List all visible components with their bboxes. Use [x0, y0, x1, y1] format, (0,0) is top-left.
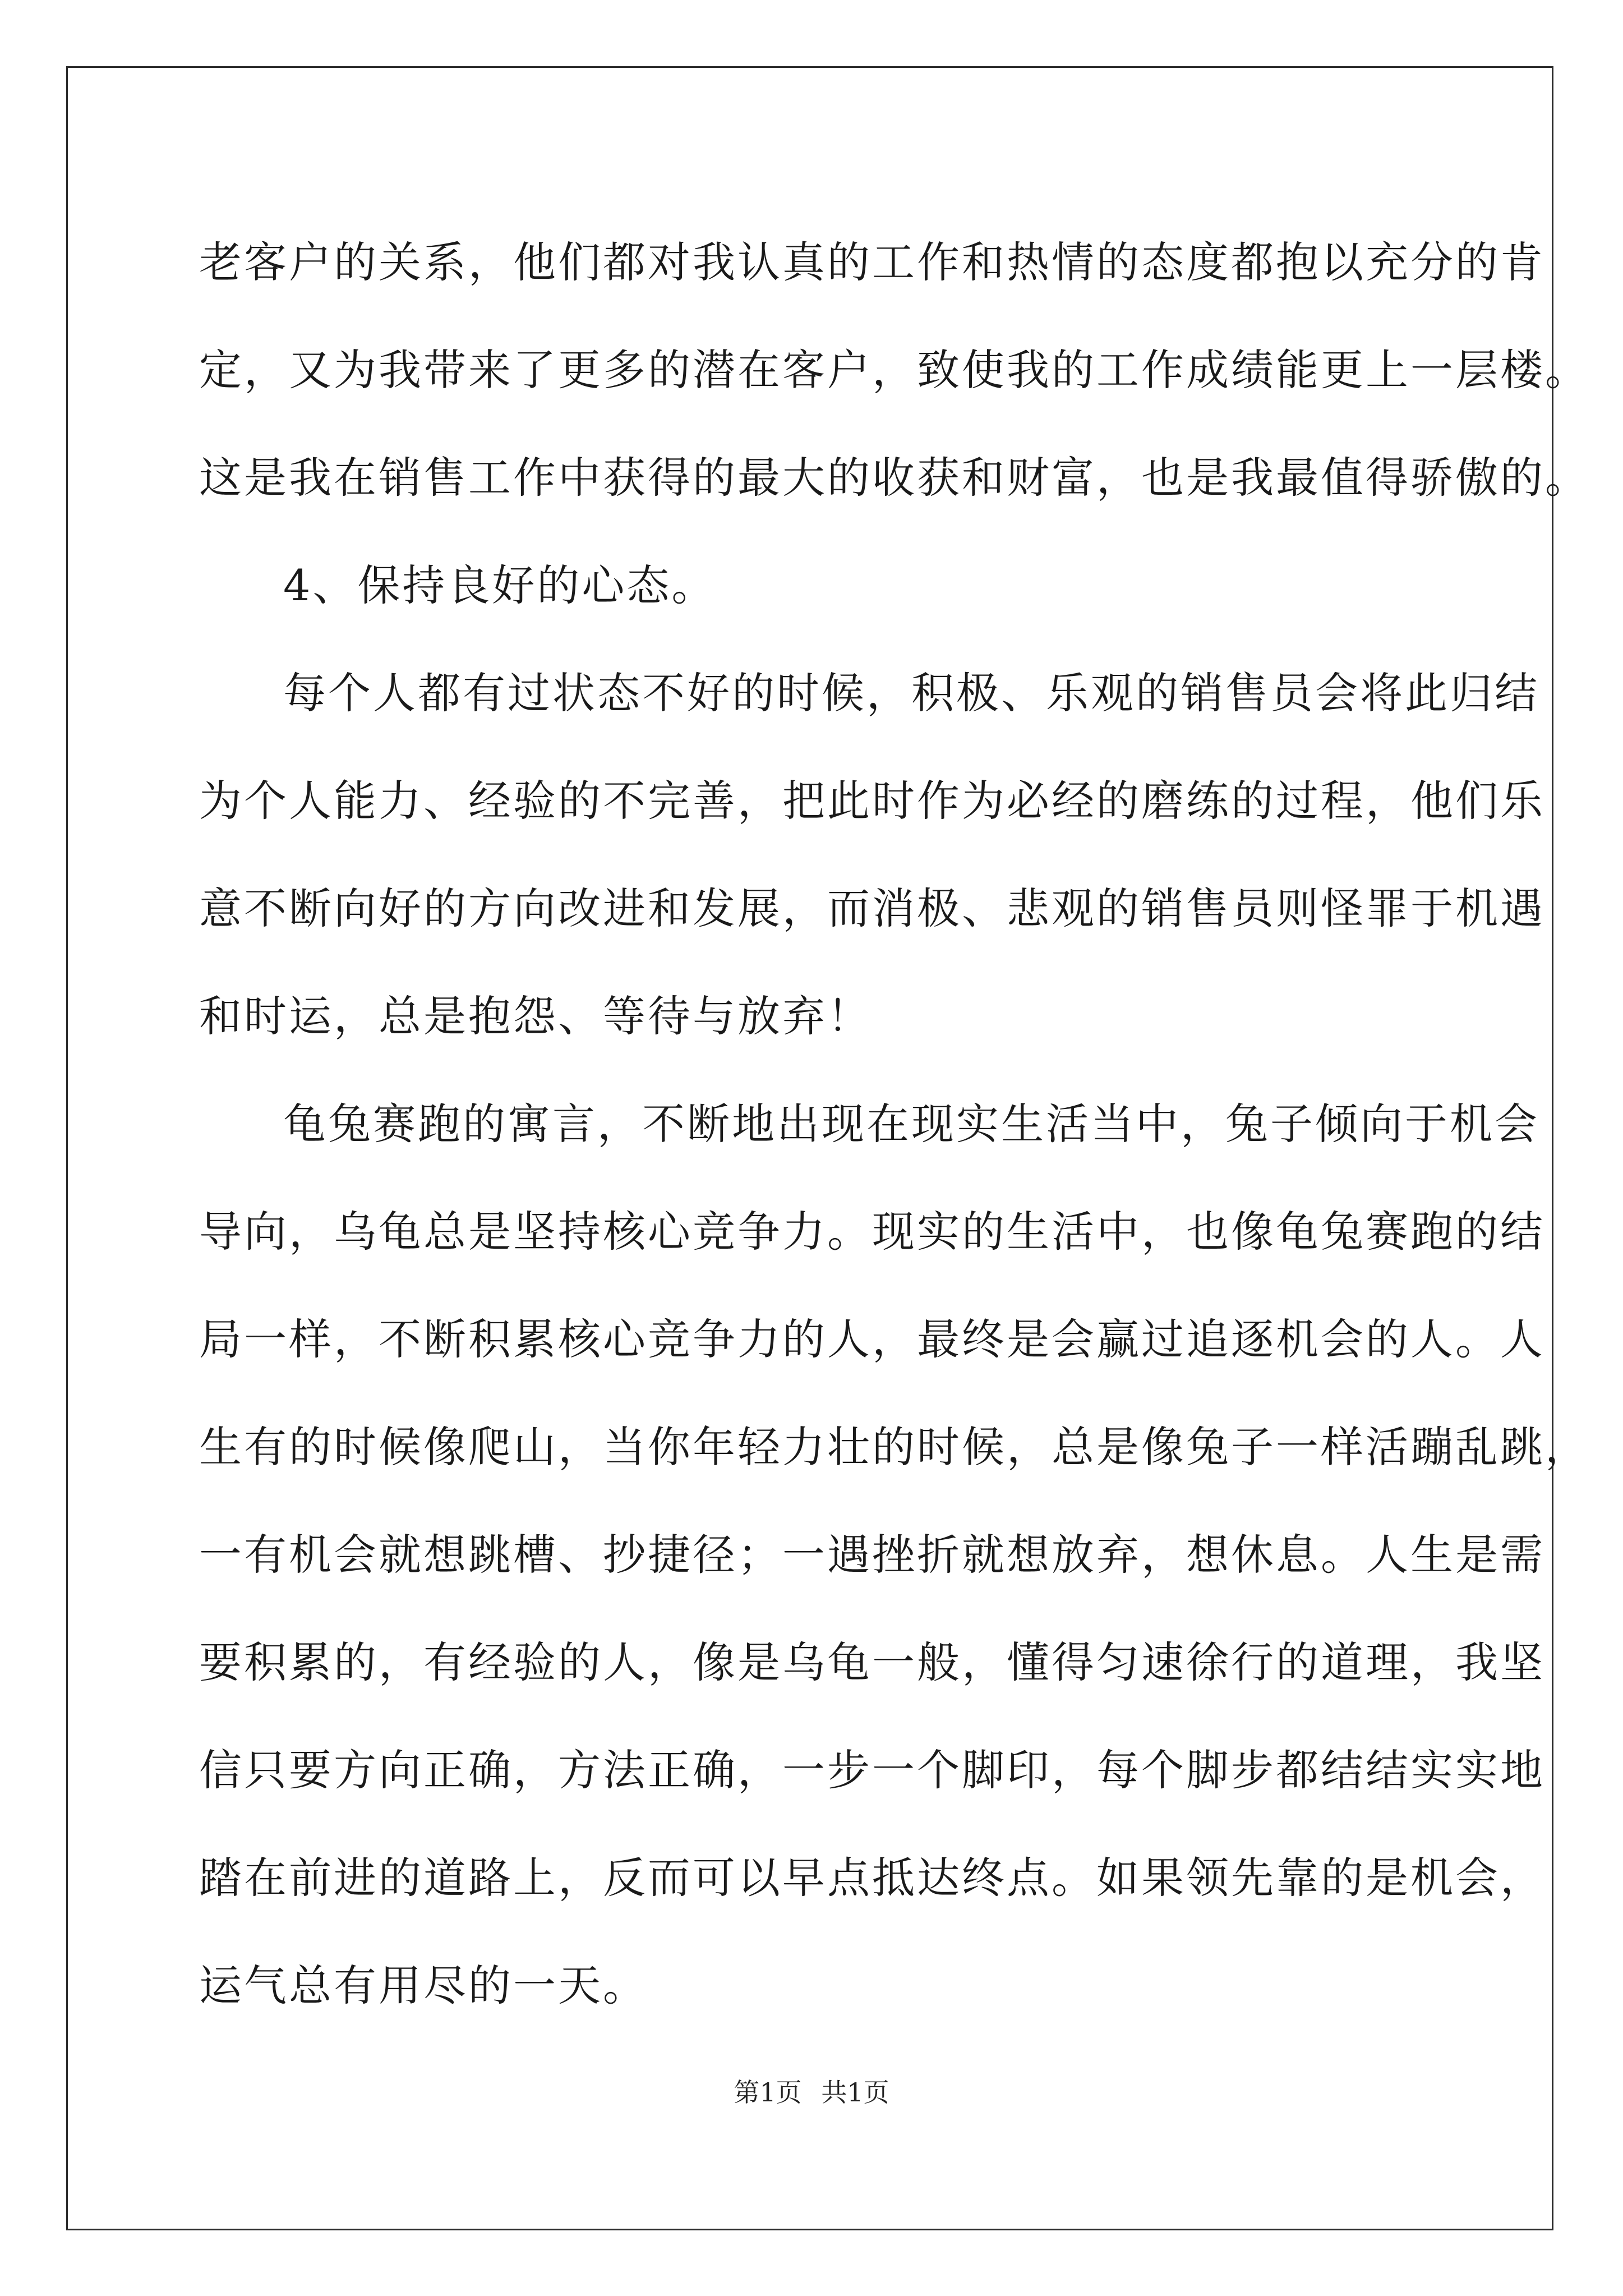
document-body — [199, 209, 1590, 2040]
section-heading: 4、保持良好的心态。 — [283, 560, 717, 610]
text-line: 这是我在销售工作中获得的最大的收获和财富，也是我最值得骄傲的。 — [199, 453, 1590, 503]
page-footer — [0, 2076, 1623, 2109]
page-total: 共1页 — [821, 2077, 889, 2108]
text-line: 生有的时候像爬山，当你年轻力壮的时候，总是像兔子一样活蹦乱跳， — [199, 1422, 1590, 1472]
text-line: 一有机会就想跳槽、抄捷径；一遇挫折就想放弃，想休息。人生是需 — [199, 1530, 1545, 1580]
page-number: 第1页 — [734, 2077, 802, 2108]
text-line: 龟兔赛跑的寓言，不断地出现在现实生活当中，兔子倾向于机会 — [283, 1099, 1539, 1149]
text-line: 信只要方向正确，方法正确，一步一个脚印，每个脚步都结结实实地 — [199, 1745, 1545, 1795]
text-line: 运气总有用尽的一天。 — [199, 1961, 648, 2010]
text-line: 老客户的关系，他们都对我认真的工作和热情的态度都抱以充分的肯 — [199, 237, 1545, 287]
text-line: 意不断向好的方向改进和发展，而消极、悲观的销售员则怪罪于机遇 — [199, 884, 1545, 933]
text-line: 踏在前进的道路上，反而可以早点抵达终点。如果领先靠的是机会， — [199, 1853, 1545, 1903]
text-line: 要积累的，有经验的人，像是乌龟一般，懂得匀速徐行的道理，我坚 — [199, 1637, 1545, 1687]
text-line: 每个人都有过状态不好的时候，积极、乐观的销售员会将此归结 — [283, 668, 1539, 718]
text-line: 为个人能力、经验的不完善，把此时作为必经的磨练的过程，他们乐 — [199, 776, 1545, 826]
text-line: 导向，乌龟总是坚持核心竞争力。现实的生活中，也像龟兔赛跑的结 — [199, 1207, 1545, 1257]
text-line: 和时运，总是抱怨、等待与放弃！ — [199, 991, 872, 1041]
text-line: 局一样，不断积累核心竞争力的人，最终是会赢过追逐机会的人。人 — [199, 1314, 1545, 1364]
text-line: 定，又为我带来了更多的潜在客户，致使我的工作成绩能更上一层楼。 — [199, 345, 1590, 395]
